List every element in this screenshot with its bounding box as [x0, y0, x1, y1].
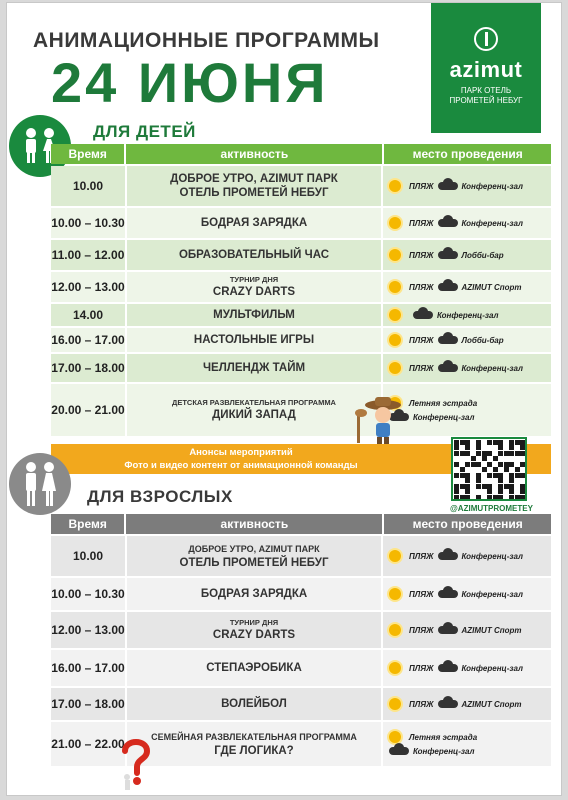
rain-cloud-icon	[389, 745, 409, 757]
activity-subtitle: ДЕТСКАЯ РАЗВЛЕКАТЕЛЬНАЯ ПРОГРАММА	[172, 398, 336, 407]
kids-section-title: ДЛЯ ДЕТЕЙ	[93, 122, 196, 141]
column-header-place: место проведения	[412, 517, 523, 531]
row-time: 11.00 – 12.00	[51, 248, 125, 262]
row-activity	[125, 328, 383, 352]
row-activity	[125, 722, 383, 766]
sun-icon	[389, 217, 401, 229]
sunny-place: ПЛЯЖ	[409, 282, 434, 292]
announcement-line-2: Фото и видео контент от анимационной команды	[124, 460, 358, 471]
row-place	[383, 650, 551, 686]
column-header-time: Время	[68, 147, 107, 161]
activity-subtitle: ТУРНИР ДНЯ	[229, 275, 279, 284]
activity-name: ДОБРОЕ УТРО, AZIMUT ПАРК	[170, 173, 338, 185]
row-activity	[125, 612, 383, 648]
rainy-place: AZIMUT Спорт	[461, 699, 522, 709]
table-row	[51, 328, 551, 354]
row-activity	[125, 536, 383, 576]
sunny-place: ПЛЯЖ	[409, 218, 434, 228]
kids-table-header	[51, 144, 551, 164]
sun-icon	[389, 698, 401, 710]
logo-subtitle-1: ПАРК ОТЕЛЬ	[460, 86, 512, 95]
row-place	[383, 208, 551, 238]
rain-cloud-icon	[438, 662, 458, 674]
row-place	[383, 272, 551, 302]
row-activity	[125, 384, 383, 436]
activity-name: ВОЛЕЙБОЛ	[221, 698, 287, 710]
rain-cloud-icon	[438, 550, 458, 562]
column-header-time: Время	[68, 517, 107, 531]
row-activity	[125, 304, 383, 326]
rain-cloud-icon	[438, 217, 458, 229]
rain-cloud-icon	[438, 362, 458, 374]
row-time: 14.00	[72, 308, 104, 322]
sun-icon	[389, 588, 401, 600]
row-place	[383, 304, 551, 326]
column-header-activity: активность	[220, 517, 289, 531]
poster	[6, 2, 562, 796]
sun-icon	[389, 662, 401, 674]
sun-icon	[389, 180, 401, 192]
table-row	[51, 354, 551, 384]
logo-subtitle-2: ПРОМЕТЕЙ НЕБУГ	[449, 96, 523, 105]
row-place	[383, 688, 551, 720]
sunny-place: ПЛЯЖ	[409, 363, 434, 373]
table-row	[51, 208, 551, 240]
sun-icon	[389, 249, 401, 261]
poster-title: АНИМАЦИОННЫЕ ПРОГРАММЫ	[33, 29, 380, 52]
row-place	[383, 354, 551, 382]
row-activity	[125, 354, 383, 382]
row-time: 20.00 – 21.00	[51, 403, 125, 417]
row-place	[383, 328, 551, 352]
table-row	[51, 612, 551, 650]
activity-name-line-2: ОТЕЛЬ ПРОМЕТЕЙ НЕБУГ	[179, 187, 329, 199]
table-row	[51, 688, 551, 722]
sun-icon	[389, 309, 401, 321]
row-time: 17.00 – 18.00	[51, 361, 125, 375]
rainy-place: Конференц-зал	[461, 218, 523, 228]
row-activity	[125, 208, 383, 238]
rain-cloud-icon	[438, 698, 458, 710]
azimut-logo-icon	[474, 27, 498, 51]
rainy-place: Конференц-зал	[461, 551, 523, 561]
table-row	[51, 272, 551, 304]
activity-name: CRAZY DARTS	[212, 629, 296, 641]
sunny-place: ПЛЯЖ	[409, 551, 434, 561]
row-place	[383, 578, 551, 610]
row-time: 10.00	[72, 549, 104, 563]
sunny-place: ПЛЯЖ	[409, 335, 434, 345]
rainy-place: Конференц-зал	[437, 310, 499, 320]
activity-name-line-2: ОТЕЛЬ ПРОМЕТЕЙ НЕБУГ	[179, 557, 329, 569]
table-row	[51, 304, 551, 328]
row-time: 12.00 – 13.00	[51, 623, 125, 637]
adults-icon	[9, 453, 71, 515]
row-place	[383, 612, 551, 648]
row-place	[383, 722, 551, 766]
table-row	[51, 384, 551, 438]
activity-subtitle: ТУРНИР ДНЯ	[229, 618, 279, 627]
sunny-place: ПЛЯЖ	[409, 250, 434, 260]
activity-name: БОДРАЯ ЗАРЯДКА	[200, 588, 308, 600]
announcement-line-1: Анонсы мероприятий	[189, 447, 293, 458]
sunny-place: ПЛЯЖ	[409, 663, 434, 673]
table-row	[51, 240, 551, 272]
row-time: 10.00 – 10.30	[51, 216, 125, 230]
activity-name: МУЛЬТФИЛЬМ	[213, 309, 295, 321]
rainy-place: Конференц-зал	[461, 363, 523, 373]
qr-code[interactable]	[451, 437, 527, 501]
sun-icon	[389, 550, 401, 562]
activity-name: ЧЕЛЛЕНДЖ ТАЙМ	[202, 362, 306, 374]
activity-name: ДИКИЙ ЗАПАД	[212, 409, 296, 421]
activity-name: CRAZY DARTS	[212, 286, 296, 298]
logo-brand: azimut	[449, 57, 523, 82]
row-time: 16.00 – 17.00	[51, 333, 125, 347]
column-header-activity: активность	[220, 147, 289, 161]
activity-name-line-2: ГДЕ ЛОГИКА?	[214, 745, 294, 757]
rain-cloud-icon	[438, 624, 458, 636]
activity-name: ДОБРОЕ УТРО, AZIMUT ПАРК	[188, 544, 320, 554]
table-row	[51, 578, 551, 612]
rainy-place: Лобби-бар	[461, 335, 504, 345]
rainy-place: AZIMUT Спорт	[461, 625, 522, 635]
row-place	[383, 536, 551, 576]
activity-name: СЕМЕЙНАЯ РАЗВЛЕКАТЕЛЬНАЯ ПРОГРАММА	[151, 732, 357, 742]
question-mark-illustration	[119, 737, 153, 796]
row-activity	[125, 166, 383, 206]
row-activity	[125, 688, 383, 720]
table-row	[51, 166, 551, 208]
rainy-place: Конференц-зал	[461, 589, 523, 599]
sun-icon	[389, 731, 401, 743]
table-row	[51, 650, 551, 688]
poster-date: 24 ИЮНЯ	[51, 51, 329, 114]
row-time: 17.00 – 18.00	[51, 697, 125, 711]
sunny-place: ПЛЯЖ	[409, 181, 434, 191]
adults-table-header	[51, 514, 551, 534]
row-time: 10.00 – 10.30	[51, 587, 125, 601]
sun-icon	[389, 624, 401, 636]
row-time: 16.00 – 17.00	[51, 661, 125, 675]
row-time: 21.00 – 22.00	[51, 737, 125, 751]
rain-cloud-icon	[438, 588, 458, 600]
activity-name: БОДРАЯ ЗАРЯДКА	[200, 217, 308, 229]
row-place	[383, 166, 551, 206]
rainy-place: Конференц-зал	[413, 412, 475, 422]
rainy-place: Лобби-бар	[461, 250, 504, 260]
adults-section-title: ДЛЯ ВЗРОСЛЫХ	[87, 487, 233, 506]
rain-cloud-icon	[438, 281, 458, 293]
sunny-place: Летняя эстрада	[409, 732, 478, 742]
sun-icon	[389, 281, 401, 293]
rainy-place: AZIMUT Спорт	[461, 282, 522, 292]
column-header-place: место проведения	[412, 147, 523, 161]
row-activity	[125, 240, 383, 270]
rain-cloud-icon	[438, 249, 458, 261]
row-time: 12.00 – 13.00	[51, 280, 125, 294]
rain-cloud-icon	[438, 180, 458, 192]
row-activity	[125, 578, 383, 610]
sunny-place: ПЛЯЖ	[409, 589, 434, 599]
cowboy-illustration	[351, 395, 411, 445]
sunny-place: Летняя эстрада	[409, 398, 478, 408]
rainy-place: Конференц-зал	[461, 181, 523, 191]
sunny-place: ПЛЯЖ	[409, 625, 434, 635]
row-activity	[125, 272, 383, 302]
row-activity	[125, 650, 383, 686]
row-time: 10.00	[72, 179, 104, 193]
rainy-place: Конференц-зал	[461, 663, 523, 673]
qr-caption: @AZIMUTPROMETEY	[450, 504, 533, 513]
sun-icon	[389, 334, 401, 346]
table-row	[51, 536, 551, 578]
sunny-place: ПЛЯЖ	[409, 699, 434, 709]
row-place	[383, 240, 551, 270]
activity-name: СТЕПАЭРОБИКА	[206, 662, 302, 674]
rainy-place: Конференц-зал	[413, 746, 475, 756]
activity-name: НАСТОЛЬНЫЕ ИГРЫ	[193, 334, 315, 346]
rain-cloud-icon	[413, 309, 433, 321]
rain-cloud-icon	[438, 334, 458, 346]
sun-icon	[389, 362, 401, 374]
activity-name: ОБРАЗОВАТЕЛЬНЫЙ ЧАС	[178, 249, 330, 261]
azimut-logo	[431, 3, 541, 133]
